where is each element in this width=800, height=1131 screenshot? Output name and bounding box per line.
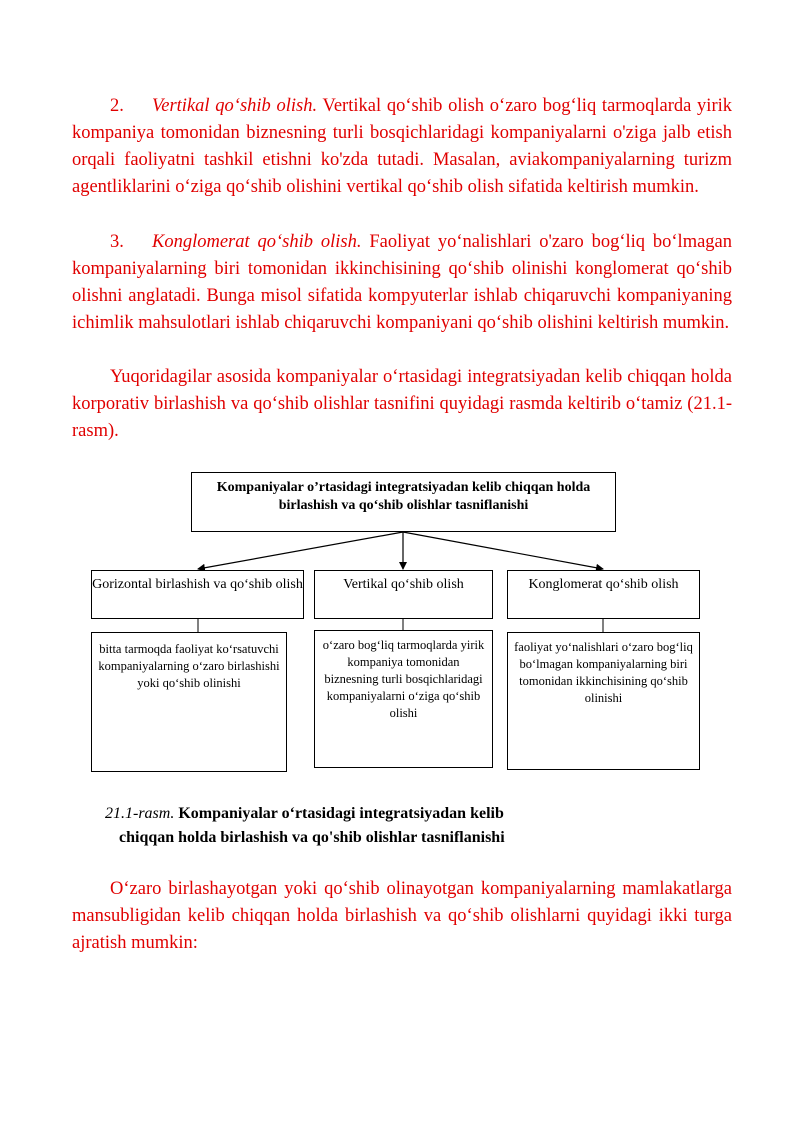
arrow-left [198, 532, 403, 569]
paragraph-text: Faoliyat yo‘nalishlari o'zaro bog‘liq bo‘lmagan kompaniyalarning biri tomonidan ikkinchisining qo‘shib olinishi konglomerat qo‘shib olishni anglatadi. Bunga misol sifatida kompyuterlar ishlab chiqaruvchi kompaniyaning ichimlik mahsulotlari ishlab chiqaruvchi kompaniyani qo‘shib olishini keltirish mumkin. [72, 232, 733, 333]
paragraph-text: Yuqoridagilar asosida kompaniyalar o‘rtasidagi integratsiyadan kelib chiqqan holda korporativ birlashish va qo‘shib olishlar tasnifini quyidagi rasmda keltirib o‘tamiz (21.1-rasm). [72, 367, 732, 441]
caption-title-line1: Kompaniyalar o‘rtasidagi integratsiyadan kelib [178, 805, 504, 822]
description-box-horizontal: bitta tarmoqda faoliyat ko‘rsatuvchi kompaniyalarning o‘zaro birlashishi yoki qo‘shib olinishi [91, 632, 287, 772]
term-heading: Vertikal qo‘shib olish. [152, 96, 318, 116]
paragraph-conglomerate-merger [72, 229, 732, 337]
arrow-right [403, 532, 603, 569]
description-box-conglomerate: faoliyat yo‘nalishlari o‘zaro bog‘liq bo‘lmagan kompaniyalarning biri tomonidan ikkinchisining qo‘shib olinishi [507, 632, 700, 770]
paragraph-intro-figure [72, 364, 732, 445]
paragraph-vertical-merger [72, 93, 732, 201]
category-box-vertical: Vertikal qo‘shib olish [314, 570, 493, 619]
category-box-horizontal: Gorizontal birlashish va qo‘shib olish [91, 570, 304, 619]
paragraph-text: Vertikal qo‘shib olish o‘zaro bog‘liq tarmoqlarda yirik kompaniya tomonidan biznesning turli bosqichlaridagi kompaniyalarni o'ziga jalb etish orqali faoliyatni tashkil etishni ko'zda tutadi. Masalan, aviakompaniyalarning turizm agentliklarini o‘ziga qo‘shib olishini vertikal qo‘shib olish sifatida keltirish mumkin. [72, 96, 732, 197]
figure-caption [105, 802, 665, 850]
caption-number: 21.1-rasm. [105, 805, 175, 822]
term-heading: Konglomerat qo‘shib olish. [152, 232, 362, 252]
diagram-root-box: Kompaniyalar o’rtasidagi integratsiyadan kelib chiqqan holda birlashish va qo‘shib olishlar tasniflanishi [191, 472, 616, 532]
list-number: 2. [110, 96, 124, 116]
caption-title-line2: chiqqan holda birlashish va qo'shib olishlar tasniflanishi [119, 829, 505, 846]
category-box-conglomerate: Konglomerat qo‘shib olish [507, 570, 700, 619]
list-number: 3. [110, 232, 124, 252]
paragraph-text: O‘zaro birlashayotgan yoki qo‘shib olinayotgan kompaniyalarning mamlakatlarga mansubligidan kelib chiqqan holda birlashish va qo‘shib olishlarni quyidagi ikki turga ajratish mumkin: [72, 879, 732, 953]
paragraph-country-types [72, 876, 732, 957]
description-box-vertical: o‘zaro bog‘liq tarmoqlarda yirik kompaniya tomonidan biznesning turli bosqichlaridagi kompaniyalarni o‘ziga qo‘shib olishi [314, 630, 493, 768]
